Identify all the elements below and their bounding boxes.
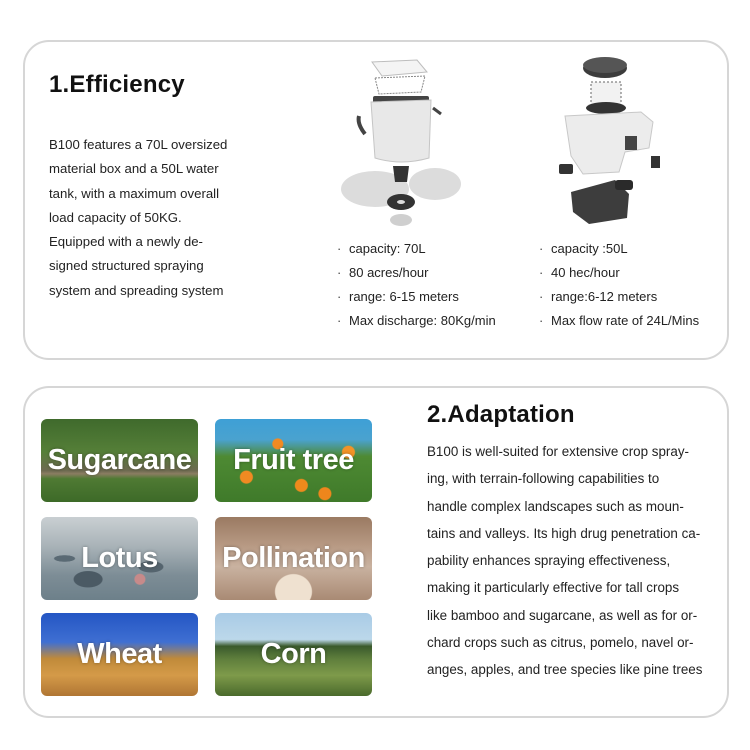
crop-tile-corn	[215, 613, 372, 696]
adaptation-card	[23, 386, 729, 718]
crop-tile-sugarcane	[41, 419, 198, 502]
text-line: handle complex landscapes such as moun-	[427, 498, 684, 514]
crop-label: Wheat	[77, 638, 162, 670]
text-line: B100 is well-suited for extensive crop spray-	[427, 444, 689, 459]
spec-item: · capacity :50L	[539, 237, 699, 261]
adaptation-title: 2.Adaptation	[427, 401, 575, 428]
spec-item: · 80 acres/hour	[337, 261, 496, 285]
text-line: anges, apples, and tree species like pine trees	[427, 662, 703, 678]
crop-tile-lotus	[41, 517, 198, 600]
crop-label: Sugarcane	[47, 444, 192, 476]
bullet-icon: ·	[337, 313, 342, 328]
bullet-icon: ·	[539, 241, 544, 256]
bullet-icon: ·	[539, 265, 544, 280]
text-line: chard crops such as citrus, pomelo, navel or-	[427, 635, 694, 651]
text-line: material box and a 50L water	[49, 161, 219, 177]
text-line: making it particularly effective for tall crops	[427, 580, 680, 596]
adaptation-description	[427, 438, 727, 684]
efficiency-description	[49, 133, 259, 303]
bullet-icon: ·	[337, 289, 342, 304]
text-line: Equipped with a newly de-	[49, 234, 203, 250]
crop-tile-fruit-tree	[215, 419, 372, 502]
bullet-icon: ·	[539, 313, 544, 328]
bullet-icon: ·	[337, 265, 342, 280]
spraying-spec-list	[539, 237, 699, 333]
crop-label: Lotus	[81, 542, 158, 574]
crop-label: Corn	[260, 638, 327, 670]
text-line: B100 features a 70L oversized	[49, 137, 228, 152]
spec-item: · Max flow rate of 24L/Mins	[539, 309, 699, 333]
crop-tile-pollination	[215, 517, 372, 600]
crop-tile-wheat	[41, 613, 198, 696]
text-line: pability enhances spraying effectiveness,	[427, 553, 671, 569]
spraying-system-image	[555, 52, 670, 232]
spec-item: · range:6-12 meters	[539, 285, 699, 309]
bullet-icon: ·	[539, 289, 544, 304]
crop-label: Fruit tree	[233, 444, 354, 476]
text-line: like bamboo and sugarcane, as well as for or-	[427, 607, 698, 623]
text-line: signed structured spraying	[49, 258, 204, 274]
efficiency-title: 1.Efficiency	[49, 71, 185, 98]
spec-item: · 40 hec/hour	[539, 261, 699, 285]
text-line: tank, with a maximum overall	[49, 185, 220, 201]
efficiency-card	[23, 40, 729, 360]
bullet-icon: ·	[337, 241, 342, 256]
spec-item: · range: 6-15 meters	[337, 285, 496, 309]
text-line: tains and valleys. Its high drug penetration ca-	[427, 525, 701, 541]
crop-label: Pollination	[222, 542, 365, 574]
spec-item: · Max discharge: 80Kg/min	[337, 309, 496, 333]
spreading-spec-list	[337, 237, 496, 333]
text-line: system and spreading system	[49, 282, 224, 298]
text-line: load capacity of 50KG.	[49, 209, 182, 225]
text-line: ing, with terrain-following capabilities to	[427, 471, 660, 487]
spec-item: · capacity: 70L	[337, 237, 496, 261]
spreading-system-image	[337, 54, 462, 234]
